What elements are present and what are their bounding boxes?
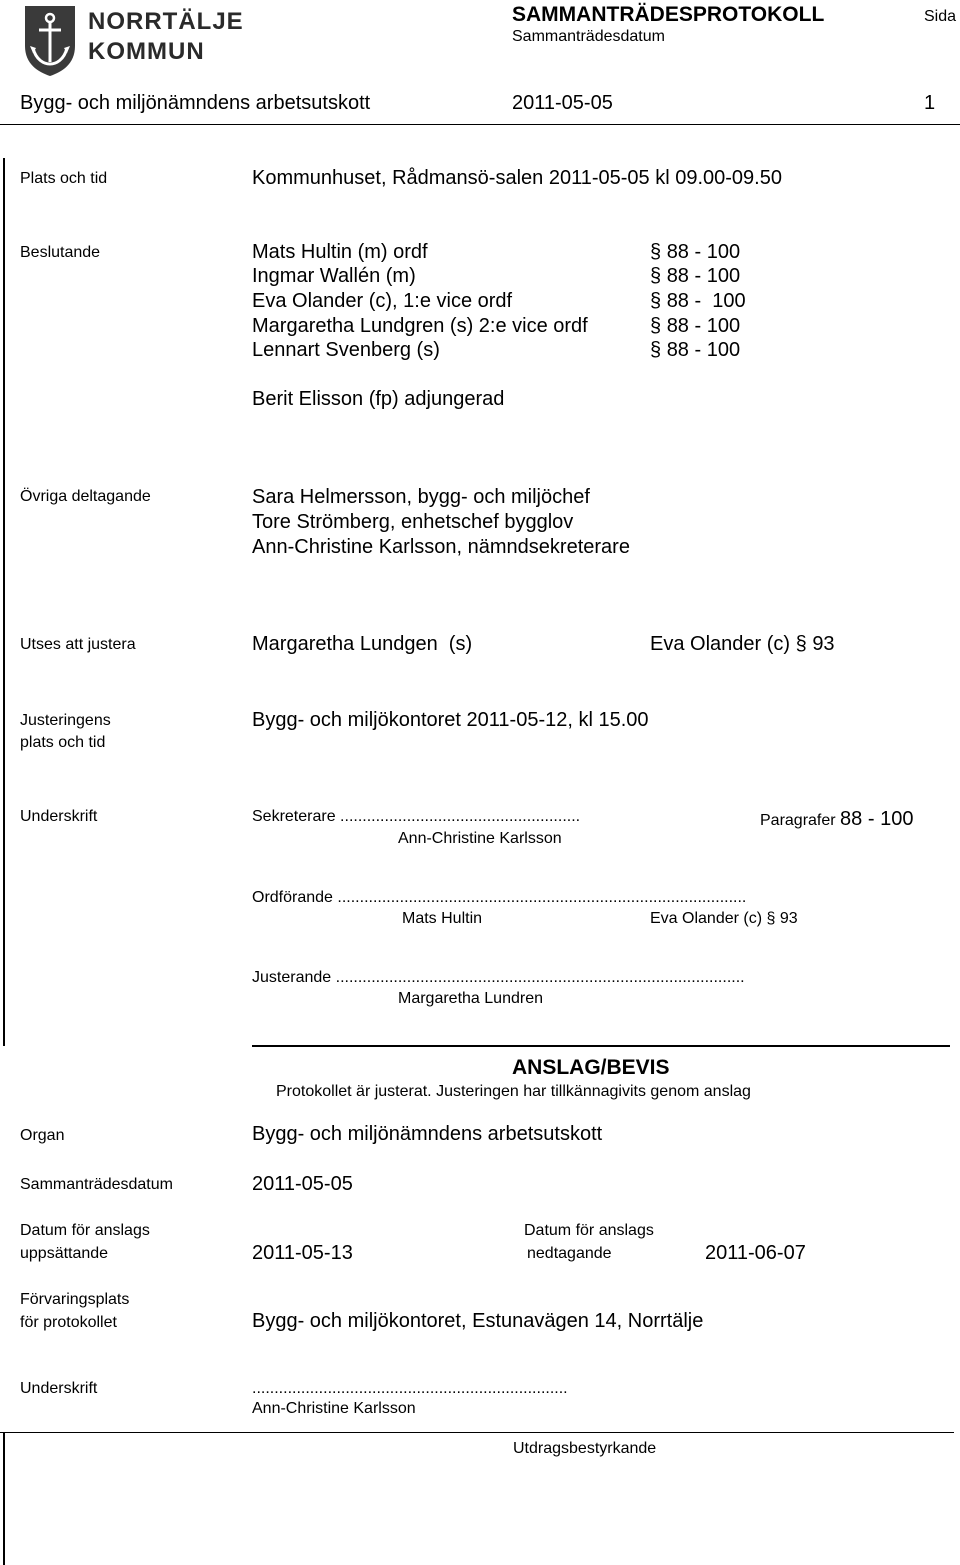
logo-line-2: KOMMUN <box>88 38 205 65</box>
anslag-bottom-rule <box>0 1432 954 1433</box>
anslag-subtitle: Protokollet är justerat. Justeringen har tillkännagivits genom anslag <box>276 1083 751 1100</box>
member-paragraphs: § 88 - 100 <box>650 315 741 337</box>
plats-label: Plats och tid <box>20 170 108 187</box>
nedtagande-value: 2011-06-07 <box>705 1242 806 1264</box>
section-sign-icon: § <box>650 265 662 287</box>
sekreterare-name: Ann-Christine Karlsson <box>398 830 562 847</box>
uppsattande-label-2: uppsättande <box>20 1245 109 1262</box>
uppsattande-label-1: Datum för anslags <box>20 1222 150 1239</box>
section-sign-icon: § <box>650 339 662 361</box>
ordforande-name-2: Eva Olander (c) § 93 <box>650 910 798 927</box>
plats-value: Kommunhuset, Rådmansö-salen 2011-05-05 kl 09.00-09.50 <box>252 167 782 189</box>
section-sign-icon: § <box>650 241 662 263</box>
justerande-name: Margaretha Lundren <box>398 990 543 1007</box>
participant: Ann-Christine Karlsson, nämndsekreterare <box>252 536 630 558</box>
adjungerad: Berit Elisson (fp) adjungerad <box>252 388 505 410</box>
participant: Sara Helmersson, bygg- och miljöchef <box>252 486 590 508</box>
uppsattande-value: 2011-05-13 <box>252 1242 353 1264</box>
anchor-crest-icon <box>22 4 78 78</box>
member-name: Ingmar Wallén (m) <box>252 265 416 287</box>
anslag-signature-dots: ....................................................................... <box>252 1380 568 1397</box>
committee-name: Bygg- och miljönämndens arbetsutskott <box>20 92 371 114</box>
left-border <box>3 158 5 1046</box>
header-date-label: Sammanträdesdatum <box>512 28 665 45</box>
underskrift-label: Underskrift <box>20 808 98 825</box>
justera-label: Utses att justera <box>20 636 136 653</box>
forvaring-label-1: Förvaringsplats <box>20 1291 130 1308</box>
member-name: Lennart Svenberg (s) <box>252 339 440 361</box>
utdragsbestyrkande: Utdragsbestyrkande <box>513 1440 657 1457</box>
nedtagande-label-2: nedtagande <box>527 1245 612 1262</box>
justerare-1: Margaretha Lundgen (s) <box>252 633 473 655</box>
member-paragraphs: § 88 - 100 <box>650 290 746 312</box>
beslutande-label: Beslutande <box>20 244 101 261</box>
nedtagande-label-1: Datum för anslags <box>524 1222 654 1239</box>
member-paragraphs: § 88 - 100 <box>650 265 741 287</box>
header-page-label: Sida <box>924 8 957 25</box>
sekreterare-signature-line: Sekreterare ...................................................... <box>252 808 581 825</box>
forvaring-value: Bygg- och miljökontoret, Estunavägen 14, Norrtälje <box>252 1310 704 1332</box>
anslag-datum-label: Sammanträdesdatum <box>20 1176 173 1193</box>
justeringens-label-2: plats och tid <box>20 734 106 751</box>
anslag-datum-value: 2011-05-05 <box>252 1173 353 1195</box>
paragrafer: Paragrafer 88 - 100 <box>760 808 914 830</box>
page-number: 1 <box>924 92 936 114</box>
justeringens-label-1: Justeringens <box>20 712 111 729</box>
participant: Tore Strömberg, enhetschef bygglov <box>252 511 574 533</box>
ovriga-label: Övriga deltagande <box>20 488 151 505</box>
section-sign-icon: § <box>650 290 662 312</box>
ordforande-name: Mats Hultin <box>402 910 483 927</box>
justerare-2: Eva Olander (c) § 93 <box>650 633 835 655</box>
municipality-logo <box>22 4 244 78</box>
section-sign-icon: § <box>795 633 807 655</box>
doc-type: SAMMANTRÄDESPROTOKOLL <box>512 3 825 26</box>
section-sign-icon: § <box>766 910 776 927</box>
organ-label: Organ <box>20 1127 65 1144</box>
justerande-signature-line: Justerande ............................................................................................ <box>252 969 745 986</box>
anslag-underskrift-label: Underskrift <box>20 1380 98 1397</box>
member-name: Margaretha Lundgren (s) 2:e vice ordf <box>252 315 588 337</box>
anslag-title: ANSLAG/BEVIS <box>512 1056 670 1079</box>
member-name: Mats Hultin (m) ordf <box>252 241 428 263</box>
section-sign-icon: § <box>650 315 662 337</box>
meeting-date: 2011-05-05 <box>512 92 613 114</box>
anslag-signer-name: Ann-Christine Karlsson <box>252 1400 416 1417</box>
justeringens-value: Bygg- och miljökontoret 2011-05-12, kl 15.00 <box>252 709 649 731</box>
member-paragraphs: § 88 - 100 <box>650 339 741 361</box>
forvaring-label-2: för protokollet <box>20 1314 117 1331</box>
member-paragraphs: § 88 - 100 <box>650 241 741 263</box>
logo-line-1: NORRTÄLJE <box>88 8 244 35</box>
ordforande-signature-line: Ordförande ............................................................................................ <box>252 889 747 906</box>
header-rule <box>0 124 960 125</box>
left-border-bottom <box>3 1432 5 1565</box>
anslag-rule <box>252 1045 950 1047</box>
member-name: Eva Olander (c), 1:e vice ordf <box>252 290 513 312</box>
organ-value: Bygg- och miljönämndens arbetsutskott <box>252 1123 603 1145</box>
